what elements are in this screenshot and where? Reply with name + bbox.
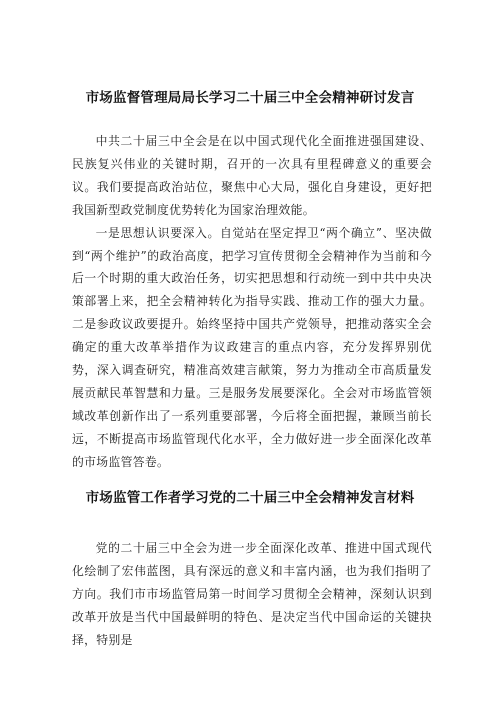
section1-paragraph-1: 中共二十届三中全会是在以中国式现代化全面推进强国建设、民族复兴伟业的关键时期，召开的一次具有里程碑意义的重要会议。我们要提高政治站位，聚焦中心大局，强化自身建设，更好把我国新型政党制度优势转化为国家治理效能。	[72, 134, 432, 217]
section1-title: 市场监督管理局局长学习二十届三中全会精神研讨发言	[85, 90, 415, 106]
section2-title: 市场监管工作者学习党的二十届三中全会精神发言材料	[85, 490, 415, 506]
section1-body	[72, 130, 432, 474]
section2-paragraph-1: 党的二十届三中全会为进一步全面深化改革、推进中国式现代化绘制了宏伟蓝图，具有深远的意义和丰富内涵，也为我们指明了方向。我们市市场监管局第一时间学习贯彻全会精神，深刻认识到改革开放是当代中国最鲜明的特色、是决定当代中国命运的关键抉择，特别是	[72, 541, 432, 647]
section2-body	[72, 537, 432, 652]
section1-paragraph-2: 一是思想认识要深入。自觉站在坚定捍卫“两个确立”、坚决做到“两个维护”的政治高度，把学习宣传贯彻全会精神作为当前和今后一个时期的重大政治任务，切实把思想和行动统一到中共中央决策部署上来，把全会精神转化为指导实践、推动工作的强大力量。二是参政议政要提升。始终坚持中国共产党领导，把推动落实全会确定的重大改革举措作为议政建言的重点内容，充分发挥界别优势，深入调查研究，精准高效建言献策，努力为推动全市高质量发展贡献民革智慧和力量。三是服务发展要深化。全会对市场监管领域改革创新作出了一系列重要部署，今后将全面把握，兼顾当前长远，不断提高市场监管现代化水平，全力做好进一步全面深化改革的市场监管答卷。	[72, 225, 432, 469]
